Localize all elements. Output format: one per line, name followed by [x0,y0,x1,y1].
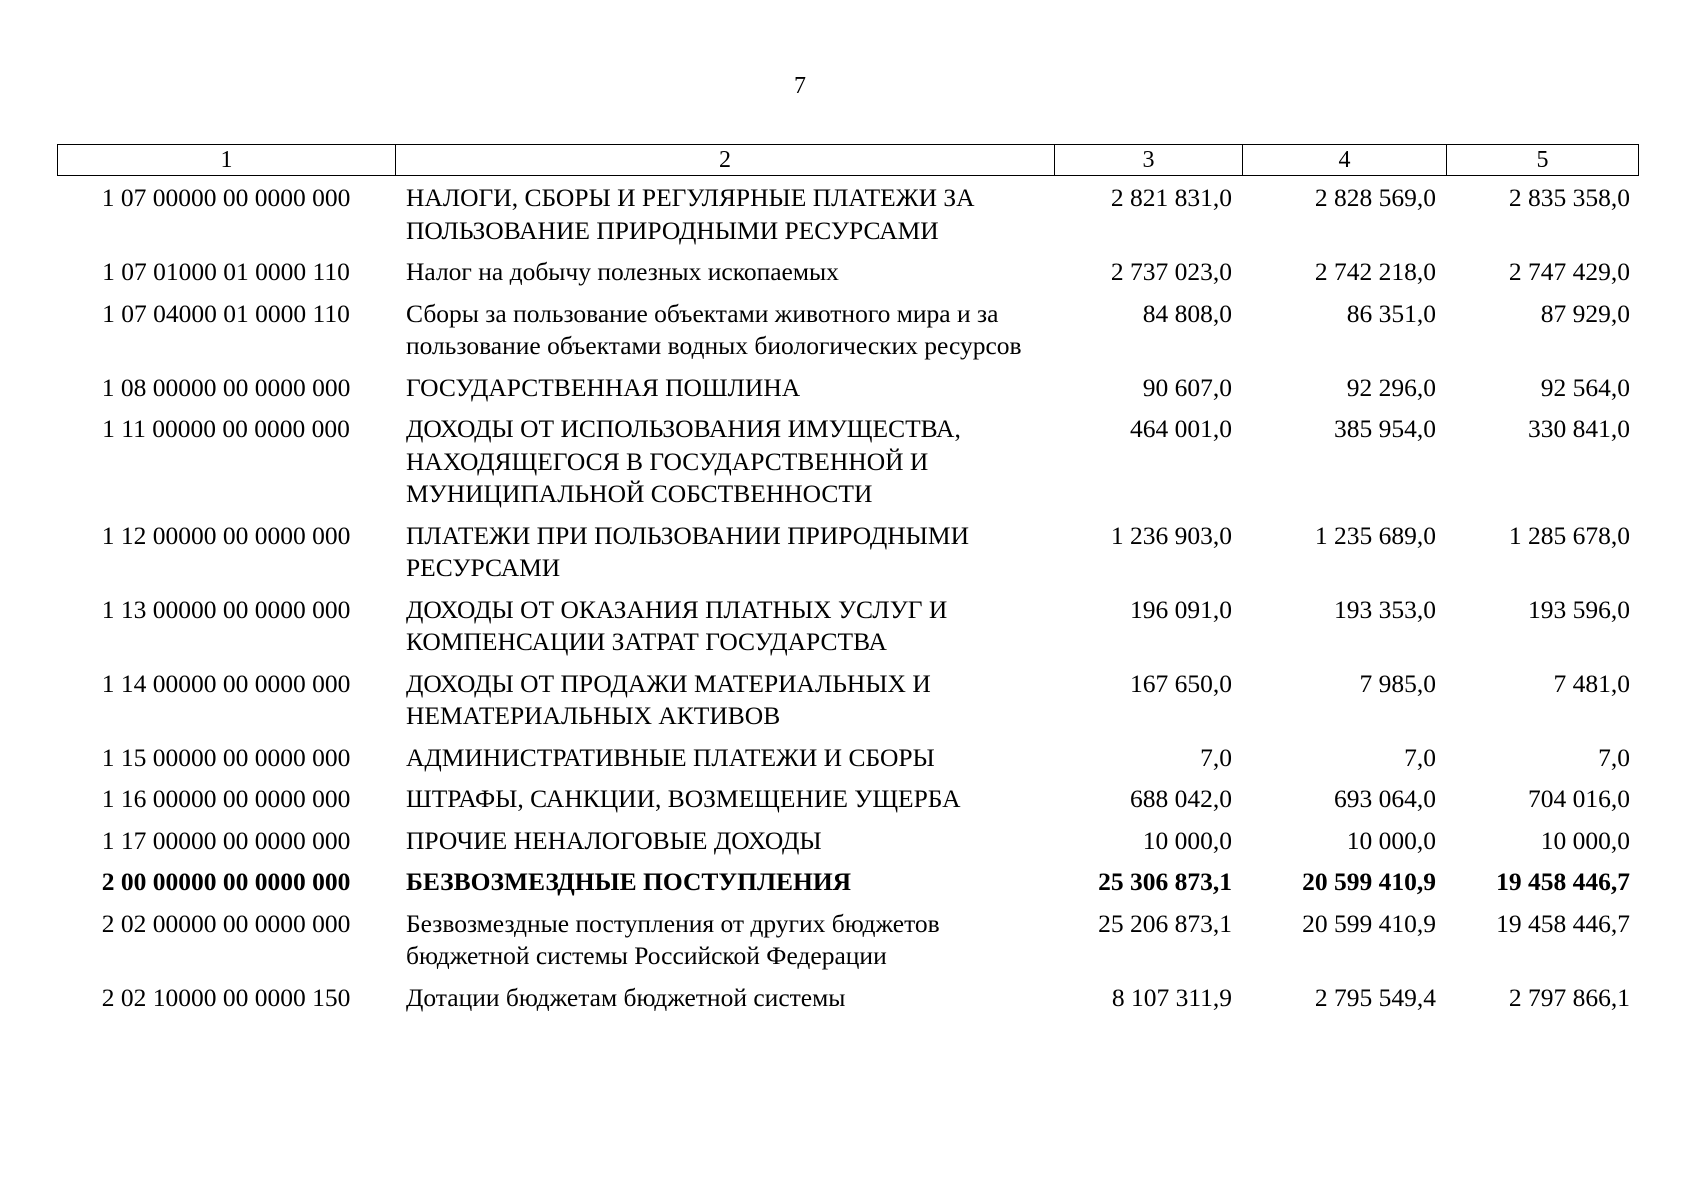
amount-col-4: 385 954,0 [1334,414,1436,443]
revenue-name: Налог на добычу полезных ископаемых [406,257,839,286]
revenue-name: ДОХОДЫ ОТ ИСПОЛЬЗОВАНИЯ ИМУЩЕСТВА, НАХОДЯЩЕГОСЯ В ГОСУДАРСТВЕННОЙ И МУНИЦИПАЛЬНОЙ СОБСТВЕННОСТИ [406,414,961,508]
amount-col-3: 90 607,0 [1142,372,1232,402]
budget-code: 1 12 00000 00 0000 000 [101,520,351,550]
budget-code: 1 11 00000 00 0000 000 [102,414,350,443]
amount-col-5: 330 841,0 [1528,414,1630,443]
table-row [57,778,1638,820]
header-col-5: 5 [1447,145,1639,176]
budget-revenue-table [57,177,1638,1018]
header-col-4: 4 [1243,145,1447,176]
amount-col-3: 8 107 311,9 [1111,982,1232,1012]
amount-col-5: 7 481,0 [1553,668,1630,698]
revenue-name: ШТРАФЫ, САНКЦИИ, ВОЗМЕЩЕНИЕ УЩЕРБА [406,784,961,813]
budget-code: 1 07 01000 01 0000 110 [102,257,350,286]
table-row [57,820,1638,862]
header-col-3: 3 [1055,145,1243,176]
table-row [57,737,1638,779]
header-col-2: 2 [396,145,1055,176]
budget-code: 1 17 00000 00 0000 000 [101,825,351,855]
amount-col-3: 2 821 831,0 [1110,183,1232,212]
table-row [57,903,1638,977]
revenue-name: НАЛОГИ, СБОРЫ И РЕГУЛЯРНЫЕ ПЛАТЕЖИ ЗА ПОЛЬЗОВАНИЕ ПРИРОДНЫМИ РЕСУРСАМИ [406,183,975,245]
table-row [57,589,1638,663]
amount-col-4: 92 296,0 [1346,372,1436,402]
amount-col-5: 19 458 446,7 [1496,867,1630,896]
amount-col-3: 25 206 873,1 [1098,908,1232,938]
budget-code: 1 15 00000 00 0000 000 [101,742,351,772]
amount-col-4: 2 795 549,4 [1314,982,1436,1012]
amount-col-5: 193 596,0 [1528,594,1630,624]
header-row [58,145,1639,176]
amount-col-4: 7 985,0 [1359,668,1436,698]
budget-code: 1 14 00000 00 0000 000 [101,668,351,698]
revenue-name: БЕЗВОЗМЕЗДНЫЕ ПОСТУПЛЕНИЯ [406,867,852,896]
amount-col-3: 10 000,0 [1142,825,1232,855]
budget-code: 1 13 00000 00 0000 000 [101,594,351,624]
table-row [57,251,1638,293]
amount-col-4: 86 351,0 [1346,298,1436,328]
amount-col-3: 167 650,0 [1130,668,1232,698]
header-col-1: 1 [58,145,396,176]
amount-col-4: 10 000,0 [1346,825,1436,855]
table-row [57,408,1638,515]
amount-col-5: 7,0 [1598,742,1630,772]
budget-code: 1 08 00000 00 0000 000 [101,372,351,402]
amount-col-5: 92 564,0 [1540,372,1630,402]
revenue-name: ДОХОДЫ ОТ ПРОДАЖИ МАТЕРИАЛЬНЫХ И НЕМАТЕРИАЛЬНЫХ АКТИВОВ [406,668,931,730]
amount-col-3: 464 001,0 [1130,414,1232,443]
revenue-name: ПЛАТЕЖИ ПРИ ПОЛЬЗОВАНИИ ПРИРОДНЫМИ РЕСУРСАМИ [406,520,970,582]
budget-code: 1 16 00000 00 0000 000 [101,784,351,813]
amount-col-4: 20 599 410,9 [1302,867,1436,896]
revenue-name: ГОСУДАРСТВЕННАЯ ПОШЛИНА [406,372,801,402]
amount-col-5: 10 000,0 [1540,825,1630,855]
revenue-name: ДОХОДЫ ОТ ОКАЗАНИЯ ПЛАТНЫХ УСЛУГ И КОМПЕНСАЦИИ ЗАТРАТ ГОСУДАРСТВА [406,594,948,656]
revenue-name: Дотации бюджетам бюджетной системы [406,982,846,1012]
budget-code: 1 07 00000 00 0000 000 [101,183,351,212]
table-row [57,663,1638,737]
amount-col-4: 693 064,0 [1334,784,1436,813]
amount-col-3: 84 808,0 [1142,298,1232,328]
budget-code: 1 07 04000 01 0000 110 [102,298,350,328]
amount-col-5: 2 835 358,0 [1508,183,1630,212]
amount-col-5: 704 016,0 [1528,784,1630,813]
amount-col-3: 7,0 [1200,742,1232,772]
budget-code: 2 00 00000 00 0000 000 [101,867,351,896]
amount-col-5: 2 797 866,1 [1508,982,1630,1012]
amount-col-3: 25 306 873,1 [1098,867,1232,896]
amount-col-3: 196 091,0 [1130,594,1232,624]
amount-col-4: 2 828 569,0 [1314,183,1436,212]
amount-col-4: 2 742 218,0 [1314,257,1436,286]
amount-col-4: 20 599 410,9 [1302,908,1436,938]
table-row [57,293,1638,367]
table-row [57,515,1638,589]
amount-col-3: 2 737 023,0 [1110,257,1232,286]
table-row-total [57,861,1638,903]
revenue-name: ПРОЧИЕ НЕНАЛОГОВЫЕ ДОХОДЫ [406,825,822,855]
table-row [57,177,1638,251]
revenue-name: АДМИНИСТРАТИВНЫЕ ПЛАТЕЖИ И СБОРЫ [406,742,935,772]
amount-col-4: 193 353,0 [1334,594,1436,624]
amount-col-5: 19 458 446,7 [1496,908,1630,938]
table-row [57,367,1638,409]
amount-col-4: 7,0 [1404,742,1436,772]
page-number: 7 [794,73,806,99]
amount-col-3: 1 236 903,0 [1110,520,1232,550]
revenue-name: Сборы за пользование объектами животного мира и за пользование объектами водных биологических ресурсов [406,298,1022,360]
amount-col-5: 2 747 429,0 [1508,257,1630,286]
amount-col-5: 87 929,0 [1540,298,1630,328]
budget-code: 2 02 00000 00 0000 000 [101,908,351,938]
amount-col-5: 1 285 678,0 [1508,520,1630,550]
revenue-name: Безвозмездные поступления от других бюджетов бюджетной системы Российской Федерации [406,908,940,970]
amount-col-3: 688 042,0 [1130,784,1232,813]
column-number-header [57,144,1639,176]
budget-code: 2 02 10000 00 0000 150 [101,982,351,1012]
amount-col-4: 1 235 689,0 [1314,520,1436,550]
table-row [57,977,1638,1019]
